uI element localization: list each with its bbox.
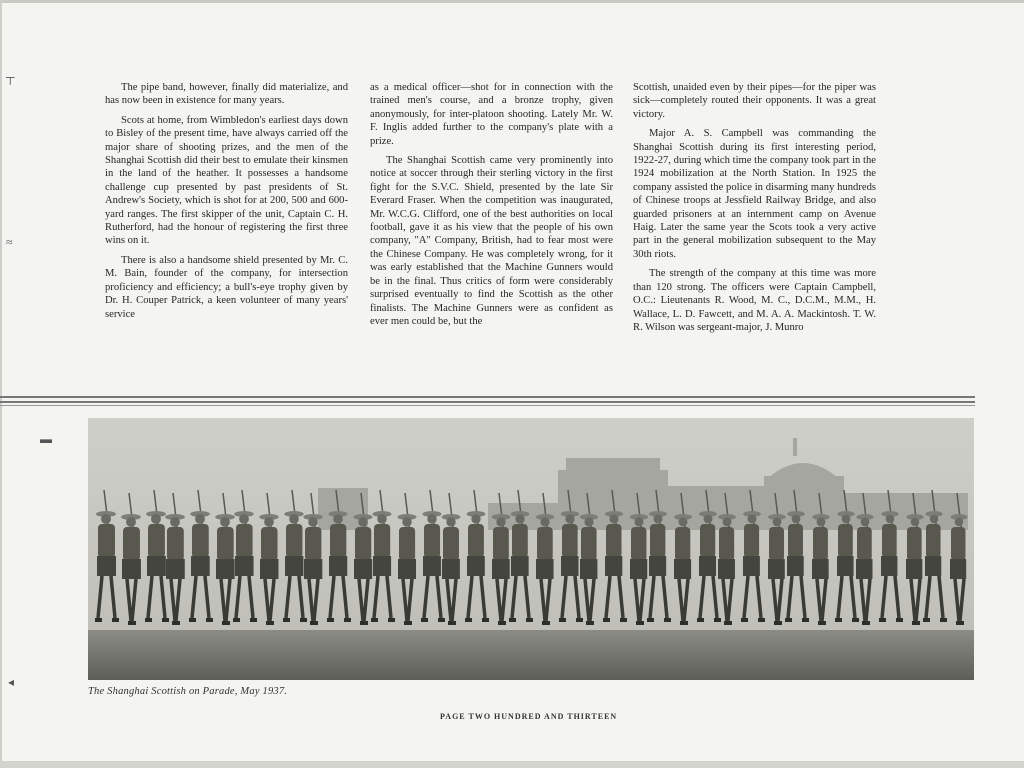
paragraph: There is also a handsome shield presented by Mr. C. M. Bain, founder of the company, for intersection proficiency and efficiency; a bull's-eye trophy given by Dr. H. Couper Patrick, a keen volunteer of many years' service [105,254,348,320]
binding-mark: ┬ [6,70,15,84]
divider-rule [0,396,975,398]
divider-rule [0,405,975,406]
paragraph: Scots at home, from Wimbledon's earliest days down to Bisley of the present time, have always carried off the major share of shooting prizes, and the men of the Shanghai Scottish did their best to emulate their kinsmen in the land of the heather. It possesses a handsome challenge cup presented by past presidents of St. Andrew's Society, which is shot for at 200, 500 and 600-yard ranges. The first skipper of the unit, Captain C. H. Rutherford, had the honour of registering the first three wins on it. [105,114,348,247]
parade-photo-image [88,418,974,680]
divider-rule [0,401,975,403]
paragraph: Scottish, unaided even by their pipes—for the piper was sick—completely routed their opponents. It was a great victory. [633,82,876,120]
parade-photo [88,418,974,680]
paragraph: The pipe band, however, finally did materialize, and has now been in existence for many years. [105,82,348,107]
binding-mark: ▬ [40,432,52,446]
binding-mark: ≈ [6,235,13,249]
photo-caption: The Shanghai Scottish on Parade, May 1937. [88,686,288,697]
binding-mark: ◂ [8,675,15,689]
text-column-1 [105,81,348,327]
paragraph: Major A. S. Campbell was commanding the Shanghai Scottish during its first interesting period, 1922-27, during which time the company took part in the 1924 mobilization at the North Station. In 1925 the company assisted the police in disarming many hundreds of Chinese troops at Jessfield Railway Bridge, and also guarded prisoners at an internment camp on Avenue Haig. Later the same year the Scots took a very active part in the general mobilization subsequent to the May 30th riots. [633,128,876,260]
text-column-3 [633,81,876,340]
page-top-edge [0,0,1024,3]
page-left-edge [0,0,2,768]
page-bottom-edge [0,761,1024,768]
paragraph: The Shanghai Scottish came very prominently into notice at soccer through their sterling victory in the first fight for the S.V.C. Shield, presented by the late Sir Everard Fraser. When the competition was inaugurated, Mr. W.C.G. Clifford, one of the best authorities on local football, gave it as his view that the people of his own company, "A" Company, British, had to fear most were the Chinese Company. He was completely wrong, for it was early established that the Machine Gunners would be in the final. Thus critics of form were considerably surprised eventually to find the Scottish as the other finalists. The Machine Gunners were as confident as ever men could be, but the [370,155,613,327]
photo-ground [88,630,974,680]
paragraph: as a medical officer—shot for in connection with the trained men's course, and a bronze trophy, given anonymously, for inter-platoon shooting. Lately Mr. W. F. Inglis added further to the company's plate with a prize. [370,82,613,147]
paragraph: The strength of the company at this time was more than 120 strong. The officers were Captain Campbell, O.C.: Lieutenants R. Wood, M. C., D.C.M., M.M., H. Wallace, L. D. Fawcett, and M. A. A. Mackintosh. T. W. R. Wilson was sergeant-major, J. Munro [633,268,876,333]
page-number: PAGE TWO HUNDRED AND THIRTEEN [440,712,618,721]
text-column-2 [370,81,613,334]
